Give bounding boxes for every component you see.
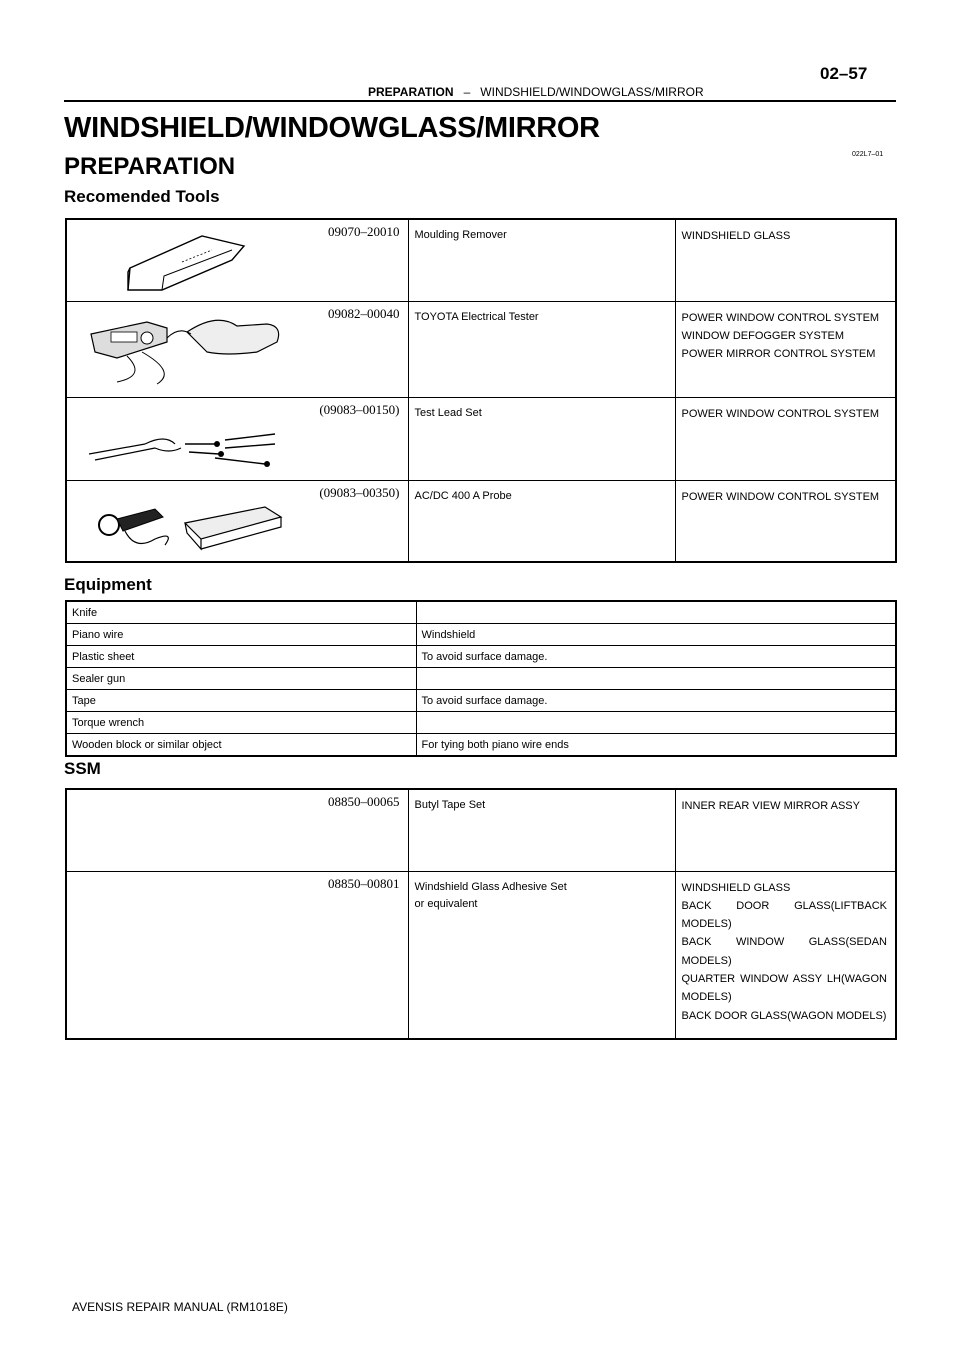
table-row	[66, 734, 896, 757]
equipment-heading: Equipment	[64, 575, 152, 594]
table-row	[66, 871, 896, 1039]
test-lead-set-icon	[85, 414, 285, 474]
ssm-name	[408, 871, 675, 1039]
running-header-separator: –	[463, 85, 471, 99]
table-row	[66, 601, 896, 624]
part-number: (09083–00150)	[319, 401, 400, 417]
name-line: or equivalent	[414, 897, 478, 910]
table-row	[66, 624, 896, 646]
equipment-item: Tape	[66, 690, 416, 712]
equipment-item: Wooden block or similar object	[66, 734, 416, 757]
running-header	[368, 85, 704, 99]
tool-name: Test Lead Set	[408, 397, 675, 480]
tool-image-cell	[66, 480, 408, 562]
ssm-heading: SSM	[64, 759, 101, 778]
name-line: Butyl Tape Set	[414, 799, 486, 811]
tool-use	[675, 219, 896, 301]
ssm-image-cell	[66, 789, 408, 871]
use-line: POWER WINDOW CONTROL SYSTEM	[681, 311, 880, 324]
equipment-table	[65, 600, 897, 757]
table-row	[66, 789, 896, 871]
page-title: WINDSHIELD/WINDOWGLASS/MIRROR	[64, 112, 600, 144]
page-number: 02–57	[820, 64, 868, 83]
equipment-note: To avoid surface damage.	[416, 646, 896, 668]
ssm-image-cell	[66, 871, 408, 1039]
use-line: POWER WINDOW CONTROL SYSTEM	[681, 407, 880, 420]
part-number: 09070–20010	[328, 224, 400, 239]
part-number: 09082–00040	[328, 305, 400, 321]
table-row	[66, 301, 896, 397]
ssm-use	[675, 871, 896, 1039]
table-row	[66, 712, 896, 734]
use-line: QUARTER WINDOW ASSY LH(WAGON MODELS)	[681, 972, 887, 1004]
equipment-item: Sealer gun	[66, 668, 416, 690]
tool-use	[675, 301, 896, 397]
tool-name: TOYOTA Electrical Tester	[408, 301, 675, 397]
recommended-tools-table	[65, 218, 897, 563]
page-subtitle: PREPARATION	[64, 153, 236, 180]
tool-image-cell	[66, 219, 408, 301]
use-line: POWER WINDOW CONTROL SYSTEM	[681, 490, 880, 503]
table-row	[66, 480, 896, 562]
use-line: WINDSHIELD GLASS	[681, 230, 791, 242]
equipment-item: Knife	[66, 601, 416, 624]
use-line: BACK DOOR GLASS(WAGON MODELS)	[681, 1009, 887, 1022]
footer: AVENSIS REPAIR MANUAL (RM1018E)	[72, 1300, 288, 1314]
use-line: INNER REAR VIEW MIRROR ASSY	[681, 800, 860, 812]
equipment-item: Piano wire	[66, 624, 416, 646]
part-number: 08850–00065	[328, 794, 400, 809]
use-line: POWER MIRROR CONTROL SYSTEM	[681, 348, 876, 361]
equipment-note	[416, 601, 896, 624]
part-number: (09083–00350)	[319, 484, 400, 500]
equipment-note: To avoid surface damage.	[416, 690, 896, 712]
equipment-item: Plastic sheet	[66, 646, 416, 668]
equipment-note	[416, 712, 896, 734]
moulding-remover-icon	[122, 228, 252, 298]
table-row	[66, 219, 896, 301]
name-line: Windshield Glass Adhesive Set	[414, 880, 567, 893]
equipment-note: For tying both piano wire ends	[416, 734, 896, 757]
equipment-item: Torque wrench	[66, 712, 416, 734]
header-rule	[64, 100, 896, 102]
running-header-section: PREPARATION	[368, 85, 454, 99]
clamp-probe-icon	[95, 495, 285, 555]
table-row	[66, 690, 896, 712]
use-line: BACK WINDOW GLASS(SEDAN MODELS)	[681, 936, 887, 967]
use-line: BACK DOOR GLASS(LIFTBACK MODELS)	[681, 899, 887, 931]
tool-use	[675, 397, 896, 480]
recommended-tools-heading: Recomended Tools	[64, 187, 220, 206]
tool-image-cell	[66, 301, 408, 397]
use-line: WINDOW DEFOGGER SYSTEM	[681, 329, 845, 342]
equipment-note: Windshield	[416, 624, 896, 646]
ssm-use	[675, 789, 896, 871]
tool-use	[675, 480, 896, 562]
part-number: 08850–00801	[328, 875, 400, 891]
use-line: WINDSHIELD GLASS	[681, 881, 791, 894]
document-id: 022L7–01	[852, 151, 884, 158]
tool-image-cell	[66, 397, 408, 480]
table-row	[66, 397, 896, 480]
tool-name: Moulding Remover	[408, 219, 675, 301]
ssm-table	[65, 788, 897, 1040]
equipment-note	[416, 668, 896, 690]
tool-name: AC/DC 400 A Probe	[408, 480, 675, 562]
electrical-tester-icon	[87, 312, 287, 392]
running-header-topic: WINDSHIELD/WINDOWGLASS/MIRROR	[480, 85, 704, 99]
table-row	[66, 668, 896, 690]
ssm-name	[408, 789, 675, 871]
table-row	[66, 646, 896, 668]
